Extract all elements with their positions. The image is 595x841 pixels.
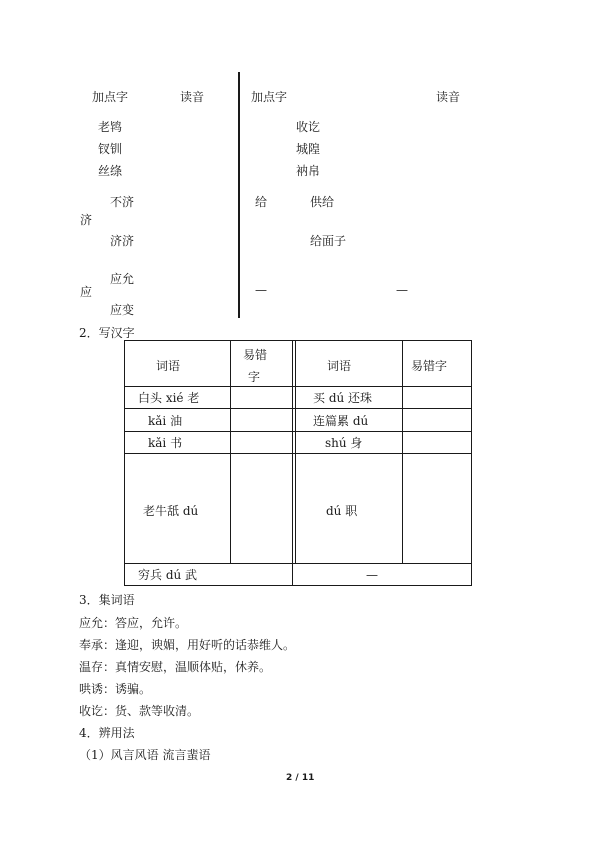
left-header-pron: 读音: [180, 90, 205, 104]
section3-line: 应允：答应，允许。: [79, 616, 188, 630]
ji-word-bottom: 济济: [110, 234, 135, 248]
row-line: [124, 408, 472, 409]
write-chars-table: [124, 340, 472, 586]
cell-word-right: 连篇累 dú: [313, 414, 369, 428]
header-error-left-1: 易错: [243, 348, 268, 362]
gei-word-bottom: 给面子: [310, 234, 347, 248]
dash-right: —: [396, 283, 408, 297]
left-item: 老鸨: [98, 120, 123, 134]
col-line: [402, 340, 403, 563]
section3-line: 收讫：货、款等收清。: [79, 704, 200, 718]
ying-char: 应: [80, 285, 93, 299]
cell-word-left: 老牛舐 dú: [143, 504, 199, 518]
row-line: [124, 563, 472, 564]
upper-table-divider: [238, 72, 240, 318]
cell-word-left: kǎi 书: [148, 436, 183, 450]
gei-word-top: 供给: [310, 195, 335, 209]
cell-word-right: shú 身: [325, 436, 363, 450]
header-word-right: 词语: [327, 359, 352, 373]
section3-line: 奉承：逢迎，谀媚，用好听的话恭维人。: [79, 638, 296, 652]
cell-word-right: dú 职: [326, 504, 358, 518]
ji-word-top: 不济: [110, 195, 135, 209]
header-error-right: 易错字: [411, 359, 448, 373]
cell-word-left: 穷兵 dú 武: [138, 568, 198, 582]
ji-char: 济: [80, 213, 93, 227]
left-item: 钗钏: [98, 142, 123, 156]
ying-word-top: 应允: [110, 272, 135, 286]
row-line: [124, 431, 472, 432]
cell-word-left: 白头 xié 老: [138, 391, 200, 405]
page-number: 2 / 11: [286, 773, 315, 783]
section4-title: 4．辨用法: [79, 726, 135, 740]
cell-word-right: 买 dú 还珠: [313, 391, 373, 405]
col-line-double-b: [295, 340, 296, 563]
section3-line: 哄诱：诱骗。: [79, 682, 152, 696]
left-item: 丝绦: [98, 164, 123, 178]
section4-line: （1）风言风语 流言蜚语: [79, 748, 211, 762]
left-header-char: 加点字: [92, 90, 129, 104]
right-item: 衲帛: [296, 164, 321, 178]
header-word-left: 词语: [156, 359, 181, 373]
section2-title: 2．写汉字: [79, 326, 135, 340]
section3-line: 温存：真情安慰，温顺体贴，休养。: [79, 660, 272, 674]
gei-char: 给: [255, 195, 268, 209]
right-header-char: 加点字: [251, 90, 288, 104]
right-header-pron: 读音: [436, 90, 461, 104]
ying-word-bottom: 应变: [110, 303, 135, 317]
dash-left: —: [255, 283, 267, 297]
section3-title: 3．集词语: [79, 593, 135, 607]
col-line-double-a: [292, 340, 293, 585]
row-line: [124, 453, 472, 454]
right-item: 城隍: [296, 142, 321, 156]
col-line: [230, 340, 231, 563]
cell-word-left: kǎi 油: [148, 414, 183, 428]
header-error-left-2: 字: [248, 370, 261, 384]
cell-word-right: —: [366, 568, 378, 582]
right-item: 收讫: [296, 120, 321, 134]
row-line: [124, 386, 472, 387]
